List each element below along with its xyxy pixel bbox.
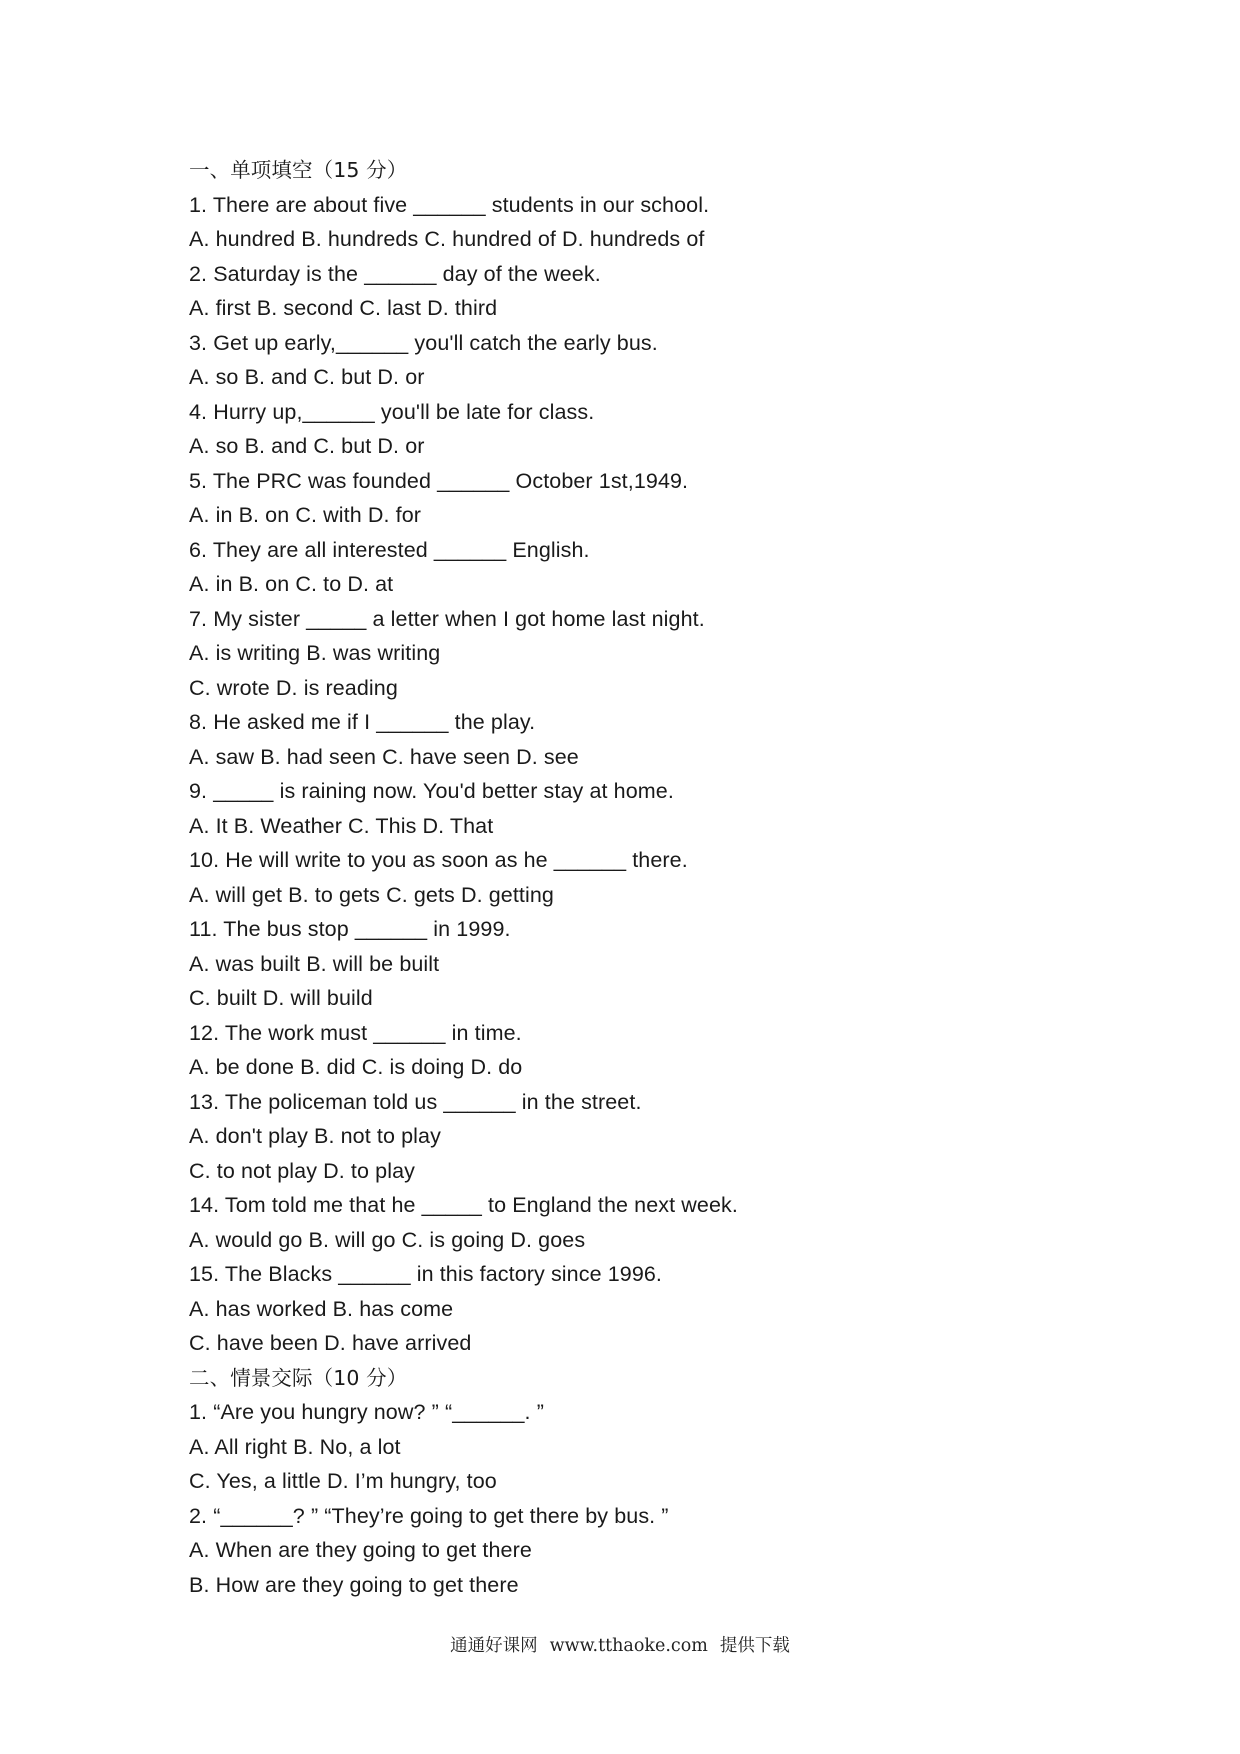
question-line: 13. The policeman told us ______ in the street. xyxy=(189,1089,642,1114)
footer-url: www.tthaoke.com xyxy=(549,1636,708,1656)
footer-site-name: 通通好课网 xyxy=(450,1636,538,1656)
section-heading: 一、单项填空（15 分） xyxy=(189,158,408,182)
question-line: 15. The Blacks ______ in this factory since 1996. xyxy=(189,1262,663,1286)
options-line: A. first B. second C. last D. third xyxy=(189,296,498,320)
options-line: A. be done B. did C. is doing D. do xyxy=(189,1055,523,1079)
options-line: A. would go B. will go C. is going D. goes xyxy=(189,1227,586,1252)
question-line: 2. “______? ” “They’re going to get there by bus. ” xyxy=(189,1503,669,1528)
options-line: A. don't play B. not to play xyxy=(189,1124,441,1148)
question-line: 1. “Are you hungry now? ” “______. ” xyxy=(189,1400,544,1424)
options-line: A. hundred B. hundreds C. hundred of D. hundreds of xyxy=(189,227,705,251)
question-line: 1. There are about five ______ students in our school. xyxy=(189,192,710,217)
question-line: 5. The PRC was founded ______ October 1st,1949. xyxy=(189,468,689,493)
footer-suffix: 提供下载 xyxy=(719,1636,790,1656)
options-line: A. so B. and C. but D. or xyxy=(189,434,425,458)
page-footer xyxy=(0,1632,1240,1657)
question-line: 7. My sister _____ a letter when I got home last night. xyxy=(189,606,705,631)
options-line: A. will get B. to gets C. gets D. getting xyxy=(189,882,554,907)
options-line: A. in B. on C. to D. at xyxy=(189,572,394,596)
options-line: C. built D. will build xyxy=(189,986,373,1010)
options-line: A. has worked B. has come xyxy=(189,1296,454,1321)
exam-content xyxy=(189,153,1089,1602)
section-heading: 二、情景交际（10 分） xyxy=(189,1365,408,1390)
options-line: A. is writing B. was writing xyxy=(189,641,441,665)
question-line: 14. Tom told me that he _____ to England the next week. xyxy=(189,1193,738,1217)
question-line: 3. Get up early,______ you'll catch the early bus. xyxy=(189,330,658,355)
question-line: 6. They are all interested ______ English. xyxy=(189,537,590,562)
options-line: A. so B. and C. but D. or xyxy=(189,365,425,389)
question-line: 11. The bus stop ______ in 1999. xyxy=(189,917,511,941)
options-line: C. to not play D. to play xyxy=(189,1158,415,1183)
options-line: A. saw B. had seen C. have seen D. see xyxy=(189,744,579,769)
question-line: 9. _____ is raining now. You'd better stay at home. xyxy=(189,779,674,803)
question-line: 12. The work must ______ in time. xyxy=(189,1020,522,1045)
options-line: A. was built B. will be built xyxy=(189,951,440,976)
options-line: C. wrote D. is reading xyxy=(189,675,398,700)
options-line: A. All right B. No, a lot xyxy=(189,1434,401,1459)
options-line: A. When are they going to get there xyxy=(189,1538,532,1562)
options-line: A. It B. Weather C. This D. That xyxy=(189,813,494,838)
question-line: 10. He will write to you as soon as he ______ there. xyxy=(189,848,688,872)
question-line: 4. Hurry up,______ you'll be late for class. xyxy=(189,399,595,424)
options-line: A. in B. on C. with D. for xyxy=(189,503,422,527)
options-line: C. Yes, a little D. I’m hungry, too xyxy=(189,1469,497,1493)
question-line: 8. He asked me if I ______ the play. xyxy=(189,710,536,734)
options-line: B. How are they going to get there xyxy=(189,1572,519,1597)
question-line: 2. Saturday is the ______ day of the week. xyxy=(189,261,601,286)
options-line: C. have been D. have arrived xyxy=(189,1331,472,1355)
